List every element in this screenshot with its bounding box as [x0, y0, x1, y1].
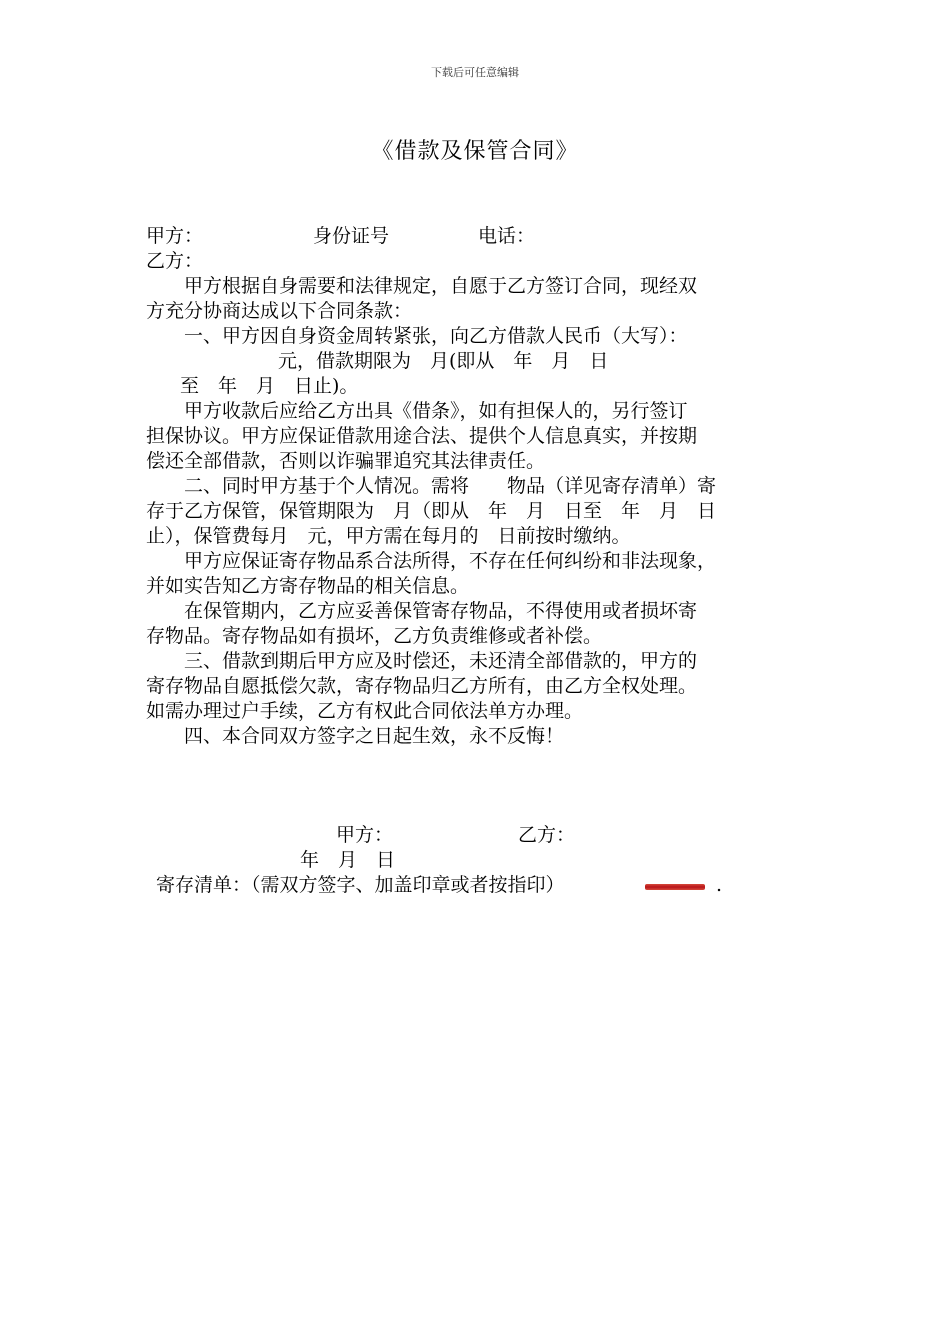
clause-two: 二、同时甲方基于个人情况。需将 物品（详见寄存清单）寄 [184, 475, 717, 497]
signature-date: 年 月 日 [300, 849, 396, 871]
body-line: 至 年 月 日止)。 [180, 375, 359, 397]
clause-three: 三、借款到期后甲方应及时偿还，未还清全部借款的，甲方的 [184, 650, 698, 672]
body-line: 存于乙方保管，保管期限为 月（即从 年 月 日至 年 月 日 [146, 500, 717, 522]
signature-party-a: 甲方： [336, 824, 394, 846]
red-stamp-mark [645, 884, 705, 890]
trailing-dot: . [716, 874, 723, 896]
id-number-label: 身份证号 [313, 225, 390, 247]
body-line: 甲方应保证寄存物品系合法所得，不存在任何纠纷和非法现象， [184, 550, 717, 572]
body-line: 存物品。寄存物品如有损坏，乙方负责维修或者补偿。 [146, 625, 603, 647]
body-line: 止），保管费每月 元，甲方需在每月的 日前按时缴纳。 [146, 525, 631, 547]
deposit-list-label: 寄存清单：（需双方签字、加盖印章或者按指印） [156, 874, 565, 896]
body-line: 并如实告知乙方寄存物品的相关信息。 [146, 575, 470, 597]
header-note: 下载后可任意编辑 [431, 66, 519, 79]
body-line: 方充分协商达成以下合同条款： [146, 300, 413, 322]
clause-four: 四、本合同双方签字之日起生效，永不反悔！ [184, 725, 565, 747]
body-line: 偿还全部借款，否则以诈骗罪追究其法律责任。 [146, 450, 546, 472]
body-line: 寄存物品自愿抵偿欠款，寄存物品归乙方所有，由乙方全权处理。 [146, 675, 698, 697]
body-line: 如需办理过户手续，乙方有权此合同依法单方办理。 [146, 700, 584, 722]
party-b-label: 乙方： [146, 250, 204, 272]
body-line: 甲方根据自身需要和法律规定，自愿于乙方签订合同，现经双 [184, 275, 698, 297]
body-line: 在保管期内，乙方应妥善保管寄存物品，不得使用或者损坏寄 [184, 600, 698, 622]
clause-one: 一、甲方因自身资金周转紧张，向乙方借款人民币（大写）： [184, 325, 688, 347]
phone-label: 电话： [478, 225, 536, 247]
body-line: 担保协议。甲方应保证借款用途合法、提供个人信息真实，并按期 [146, 425, 698, 447]
body-line: 甲方收款后应给乙方出具《借条》，如有担保人的，另行签订 [184, 400, 688, 422]
document-title: 《借款及保管合同》 [371, 139, 579, 164]
signature-party-b: 乙方： [518, 824, 576, 846]
body-line: 元，借款期限为 月(即从 年 月 日 [278, 350, 609, 372]
party-a-label: 甲方： [146, 225, 204, 247]
